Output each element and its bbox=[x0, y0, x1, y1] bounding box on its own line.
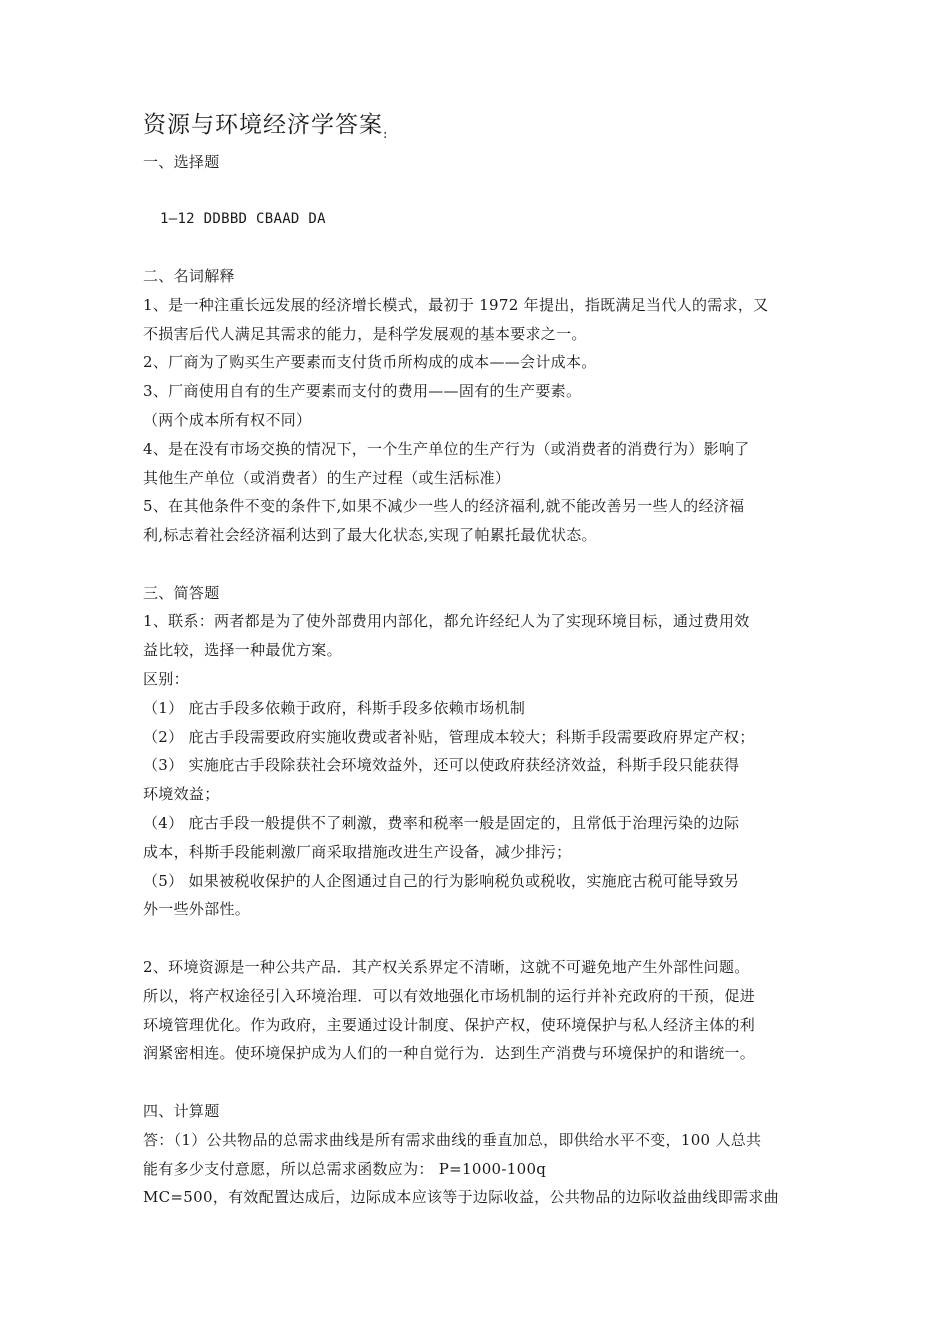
short-q1-line: （1） 庇古手段多依赖于政府，科斯手段多依赖市场机制 bbox=[143, 699, 526, 717]
short-q2-line: 2、环境资源是一种公共产品．其产权关系界定不清晰，这就不可避免地产生外部性问题。 bbox=[143, 958, 750, 976]
short-q2-line: 所以，将产权途径引入环境治理．可以有效地强化市场机制的运行并补充政府的干预，促进 bbox=[143, 987, 756, 1005]
short-q1-line: 成本，科斯手段能刺激厂商采取措施改进生产设备，减少排污； bbox=[143, 843, 572, 861]
terms-line: 3、厂商使用自有的生产要素而支付的费用——固有的生产要素。 bbox=[143, 382, 582, 400]
short-q1-line: 区别： bbox=[143, 670, 189, 688]
terms-line: 4、是在没有市场交换的情况下，一个生产单位的生产行为（或消费者的消费行为）影响了 bbox=[143, 440, 750, 458]
terms-line: 利,标志着社会经济福利达到了最大化状态,实现了帕累托最优状态。 bbox=[143, 526, 597, 544]
terms-line: 5、在其他条件不变的条件下,如果不减少一些人的经济福利,就不能改善另一些人的经济福 bbox=[143, 497, 745, 515]
title-mark: : bbox=[383, 127, 389, 142]
short-q1-line: 外一些外部性。 bbox=[143, 900, 251, 918]
short-q2-line: 润紧密相连。使环境保护成为人们的一种自觉行为．达到生产消费与环境保护的和谐统一。 bbox=[143, 1044, 756, 1062]
choice-answers: 1—12 DDBBD CBAAD DA bbox=[160, 211, 326, 227]
short-q1-line: 益比较，选择一种最优方案。 bbox=[143, 641, 342, 659]
short-q1-line: （4） 庇古手段一般提供不了刺激，费率和税率一般是固定的，且常低于治理污染的边际 bbox=[143, 814, 740, 832]
document-title bbox=[143, 106, 388, 142]
section-heading-short: 三、简答题 bbox=[143, 584, 220, 602]
terms-line: （两个成本所有权不同） bbox=[143, 411, 312, 429]
calc-line: MC=500，有效配置达成后，边际成本应该等于边际收益，公共物品的边际收益曲线即需求曲 bbox=[143, 1188, 779, 1206]
short-q1-line: （3） 实施庇古手段除获社会环境效益外，还可以使政府获经济效益，科斯手段只能获得 bbox=[143, 756, 740, 774]
section-heading-choice: 一、选择题 bbox=[143, 153, 220, 171]
terms-line: 不损害后代人满足其需求的能力，是科学发展观的基本要求之一。 bbox=[143, 325, 587, 343]
calc-line: 能有多少支付意愿，所以总需求函数应为： P=1000-100q bbox=[143, 1160, 547, 1178]
short-q1-line: 1、联系：两者都是为了使外部费用内部化，都允许经纪人为了实现环境目标，通过费用效 bbox=[143, 612, 750, 630]
short-q1-line: （2） 庇古手段需要政府实施收费或者补贴，管理成本较大；科斯手段需要政府界定产权； bbox=[143, 728, 755, 746]
terms-line: 1、是一种注重长远发展的经济增长模式，最初于 1972 年提出，指既满足当代人的需求，又 bbox=[143, 296, 769, 314]
short-q2-line: 环境管理优化。作为政府，主要通过设计制度、保护产权，使环境保护与私人经济主体的利 bbox=[143, 1016, 756, 1034]
short-q1-line: （5） 如果被税收保护的人企图通过自己的行为影响税负或税收，实施庇古税可能导致另 bbox=[143, 872, 740, 890]
title-text: 资源与环境经济学答案 bbox=[143, 112, 383, 138]
section-heading-calc: 四、计算题 bbox=[143, 1102, 220, 1120]
terms-line: 2、厂商为了购买生产要素而支付货币所构成的成本——会计成本。 bbox=[143, 353, 597, 371]
section-heading-terms: 二、名词解释 bbox=[143, 267, 235, 285]
calc-line: 答：（1）公共物品的总需求曲线是所有需求曲线的垂直加总，即供给水平不变，100 人总共 bbox=[143, 1131, 762, 1149]
short-q1-line: 环境效益； bbox=[143, 785, 220, 803]
terms-line: 其他生产单位（或消费者）的生产过程（或生活标准） bbox=[143, 469, 511, 487]
